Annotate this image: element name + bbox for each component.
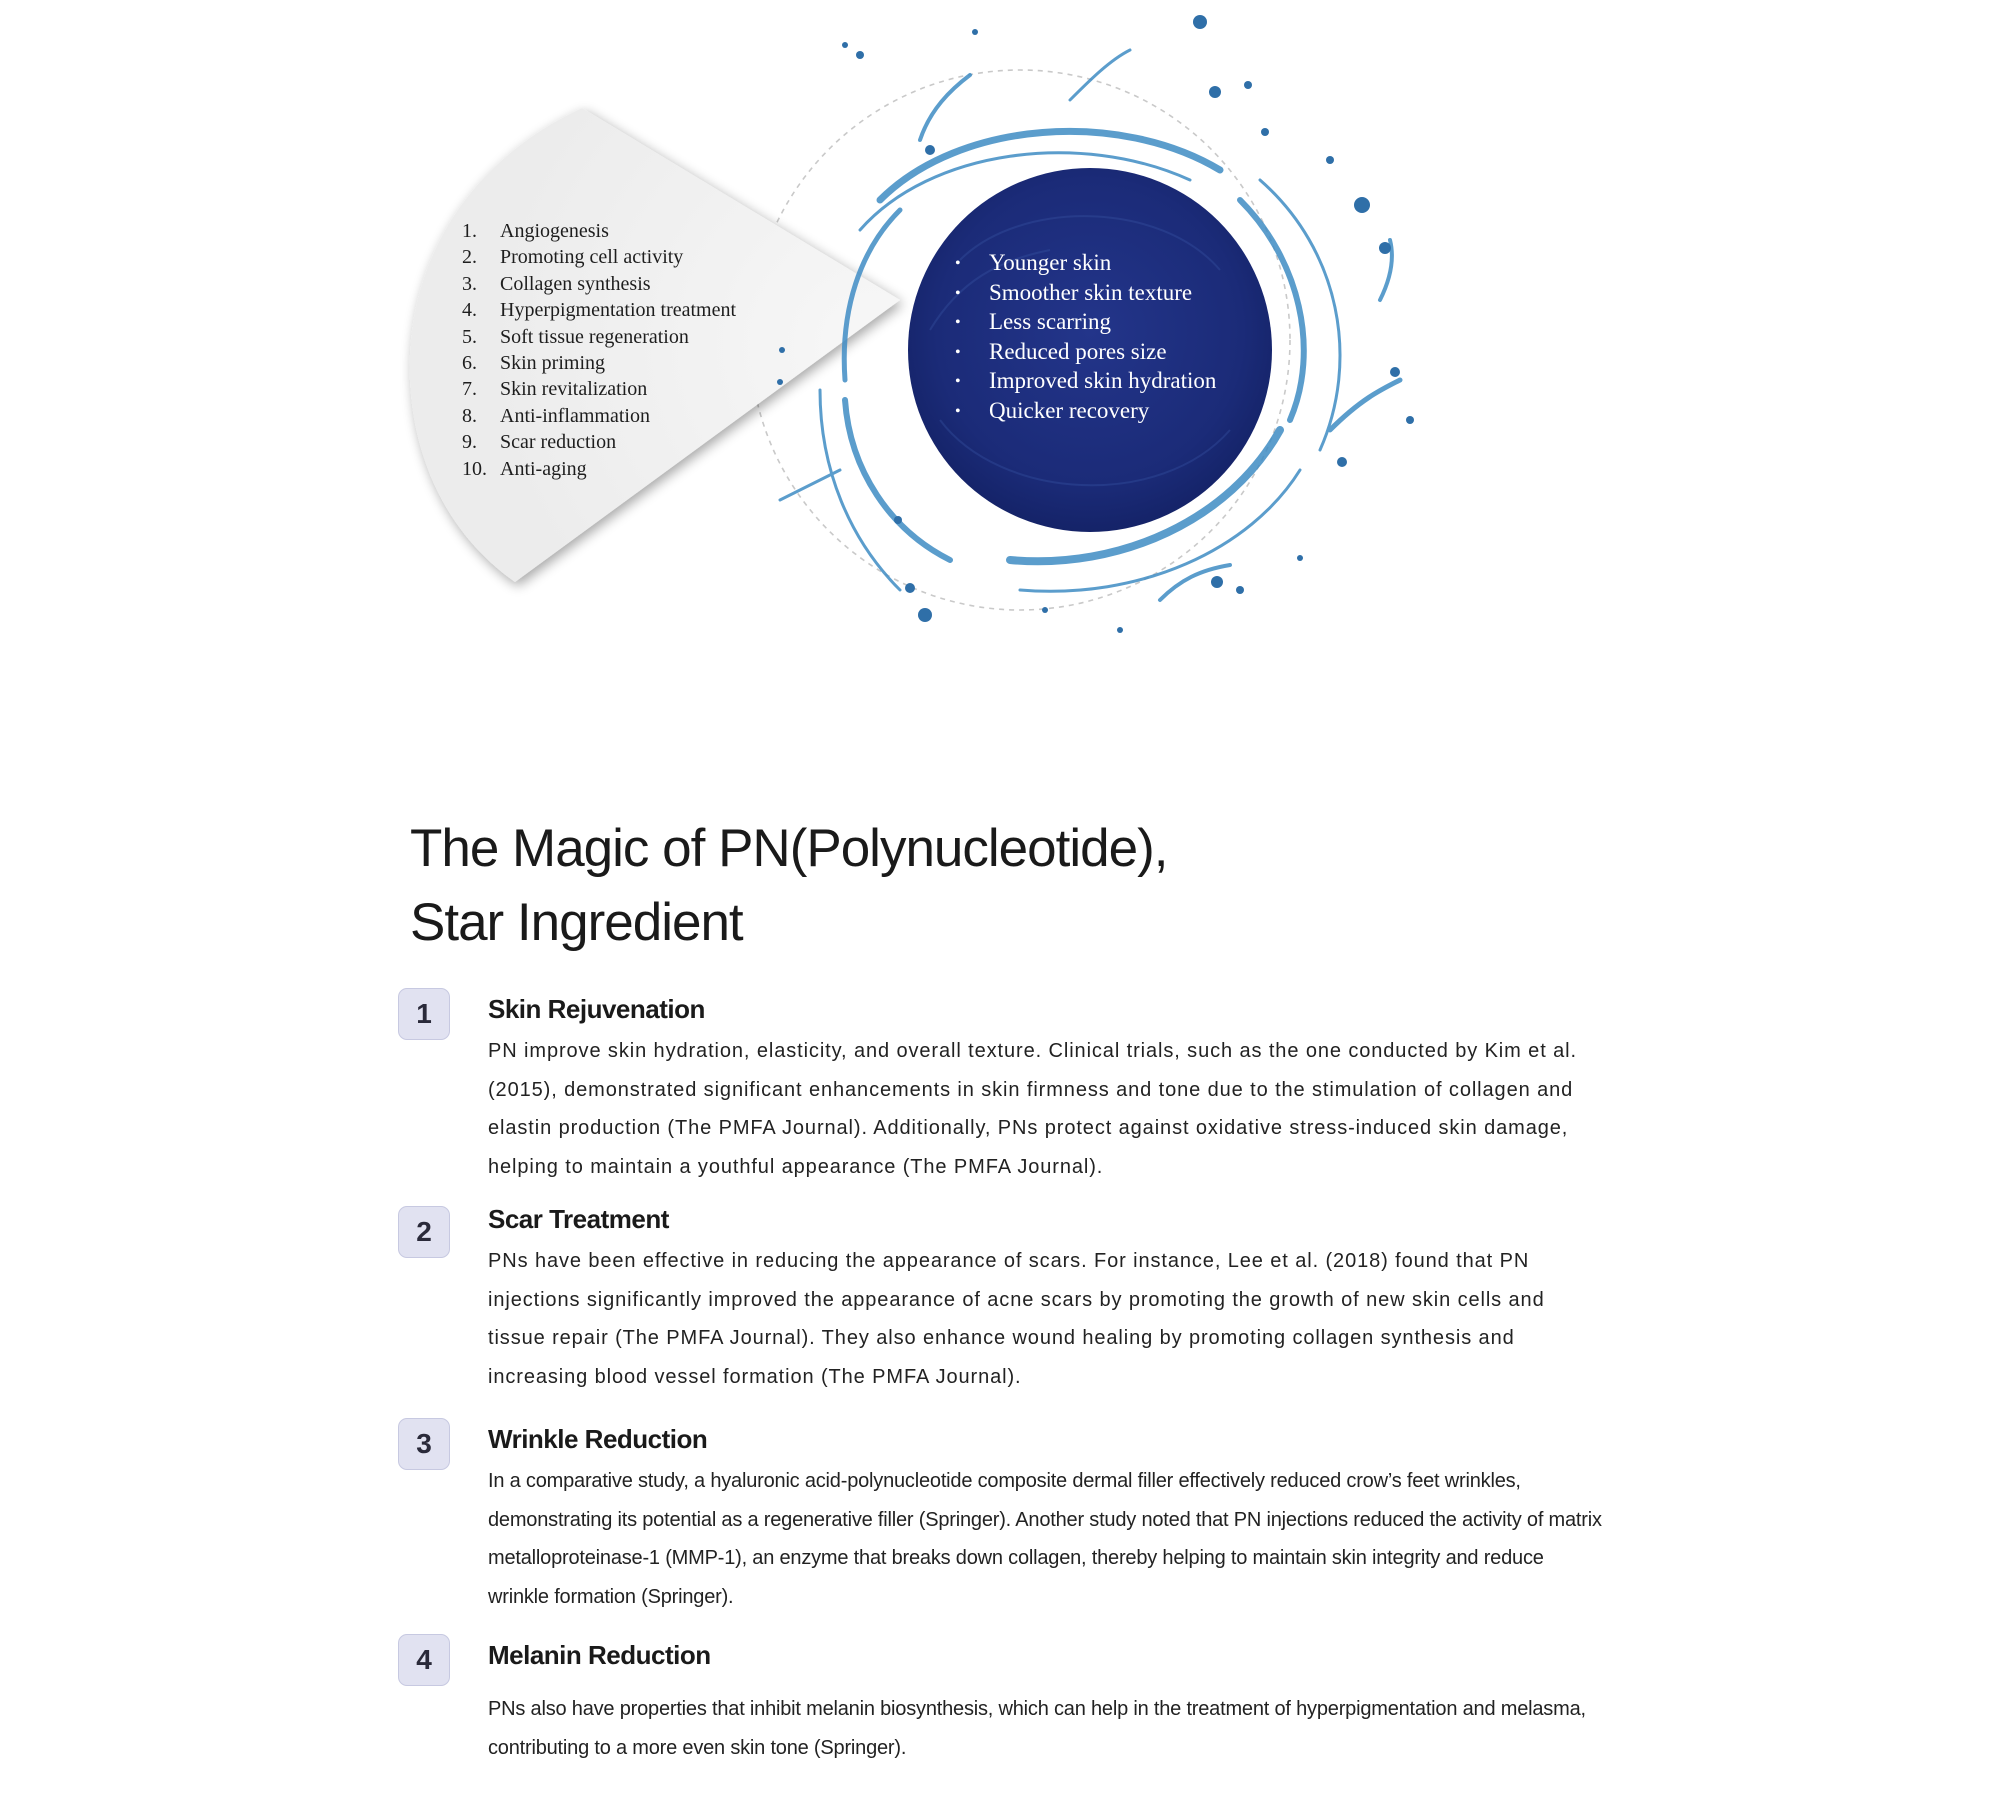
number-badge: 4 bbox=[398, 1634, 450, 1686]
page-title-line-1: The Magic of PN(Polynucleotide), bbox=[410, 819, 1168, 878]
bullet-icon: • bbox=[955, 343, 961, 361]
section-heading: Wrinkle Reduction bbox=[488, 1424, 708, 1454]
benefits-list bbox=[955, 248, 1216, 426]
page-title bbox=[410, 812, 1167, 960]
property-item: 9. Scar reduction bbox=[462, 431, 617, 454]
bullet-icon: • bbox=[955, 284, 961, 302]
bullet-icon: • bbox=[955, 373, 961, 391]
section-body: PN improve skin hydration, elasticity, and overall texture. Clinical trials, such as the one conducted by Kim et al. (2015), demonstrated significant enhancements in skin firmness and tone due to the stimulation of collagen and elastin production (The PMFA Journal). Additionally, PNs protect against oxidative stress-induced skin damage, helping to maintain a youthful appearance (The PMFA Journal). bbox=[488, 1040, 1577, 1178]
property-item: 10. Anti-aging bbox=[462, 457, 587, 480]
property-item: 7. Skin revitalization bbox=[462, 378, 648, 401]
property-item: 2. Promoting cell activity bbox=[462, 246, 684, 269]
number-badge: 2 bbox=[398, 1206, 450, 1258]
properties-list bbox=[462, 218, 736, 482]
section-body: PNs also have properties that inhibit melanin biosynthesis, which can help in the treatment of hyperpigmentation and melasma, contributing to a more even skin tone (Springer). bbox=[488, 1698, 1586, 1759]
pn-illustration bbox=[0, 0, 2000, 660]
property-item: 4. Hyperpigmentation treatment bbox=[462, 299, 737, 322]
section-heading: Scar Treatment bbox=[488, 1204, 669, 1234]
section-body: PNs have been effective in reducing the appearance of scars. For instance, Lee et al. (2018) found that PN injections significantly improved the appearance of acne scars by promoting the growth of new skin cells and tissue repair (The PMFA Journal). They also enhance wound healing by promoting collagen synthesis and increasing blood vessel formation (The PMFA Journal). bbox=[488, 1250, 1545, 1388]
bullet-icon: • bbox=[955, 255, 961, 272]
property-item: 1. Angiogenesis bbox=[462, 220, 609, 242]
property-item: 5. Soft tissue regeneration bbox=[462, 325, 689, 348]
benefit-item: • Improved skin hydration bbox=[955, 366, 1216, 396]
page-title-line-2: Star Ingredient bbox=[410, 893, 743, 952]
benefit-item: • Reduced pores size bbox=[955, 337, 1216, 367]
benefit-item: • Quicker recovery bbox=[955, 396, 1216, 426]
number-badge: 1 bbox=[398, 988, 450, 1040]
section-body: In a comparative study, a hyaluronic acid-polynucleotide composite dermal filler effectively reduced crow’s feet wrinkles, demonstrating its potential as a regenerative filler (Springer). Another study noted that PN injections reduced the activity of matrix metalloproteinase-1 (MMP-1), an enzyme that breaks down collagen, thereby helping to maintain skin integrity and reduce wrinkle formation (Springer). bbox=[488, 1470, 1602, 1608]
benefit-item: • Younger skin bbox=[955, 248, 1216, 278]
property-item: 6. Skin priming bbox=[462, 351, 606, 374]
property-item: 3. Collagen synthesis bbox=[462, 272, 651, 295]
section-heading: Skin Rejuvenation bbox=[488, 994, 705, 1024]
benefit-item: • Less scarring bbox=[955, 307, 1216, 337]
benefit-item: • Smoother skin texture bbox=[955, 278, 1216, 308]
number-badge: 3 bbox=[398, 1418, 450, 1470]
section-heading: Melanin Reduction bbox=[488, 1640, 711, 1670]
property-item: 8. Anti-inflammation bbox=[462, 404, 650, 427]
bullet-icon: • bbox=[955, 314, 961, 332]
bullet-icon: • bbox=[955, 402, 961, 420]
